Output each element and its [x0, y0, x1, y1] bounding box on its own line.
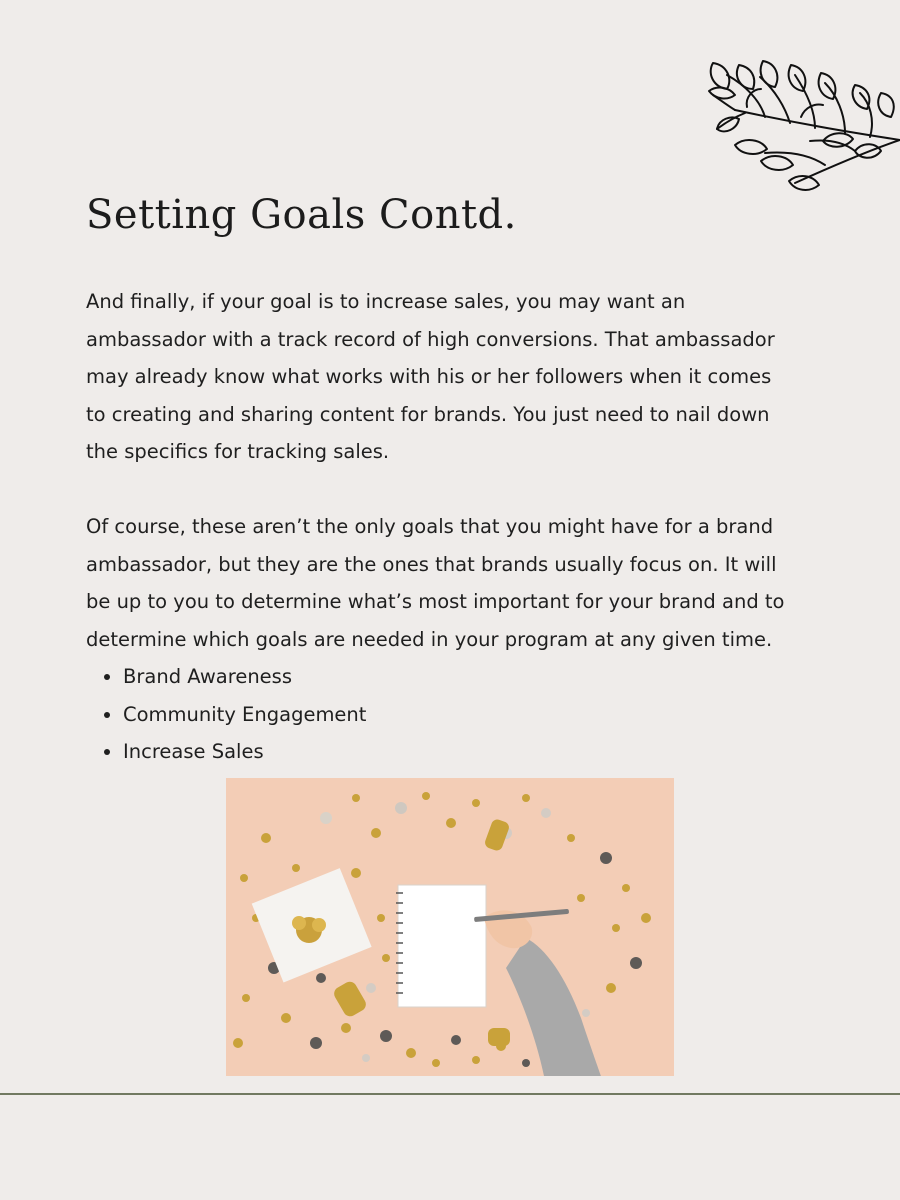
- goals-list: [86, 658, 786, 771]
- goal-item-increase-sales: • Increase Sales: [123, 733, 786, 771]
- body-content: [86, 283, 786, 771]
- paragraph-other-goals: Of course, these aren’t the only goals that you might have for a brand ambassador, but they are the ones that brands usually focus on. It will be up to you to determine what’s most important for your brand and to determine which goals are needed in your program at any given time.: [86, 515, 785, 651]
- leafy-branch-illustration: [705, 55, 900, 205]
- photo-illustration: [226, 778, 674, 1076]
- page-title: Setting Goals Contd.: [86, 192, 517, 238]
- notebook: [396, 885, 486, 1007]
- paragraph-sales-goal: And finally, if your goal is to increase sales, you may want an ambassador with a track record of high conversions. That ambassador may already know what works with his or her followers when it comes to creating and sharing content for brands. You just need to nail down the specifics for tracking sales.: [86, 290, 775, 463]
- goal-item-community-engagement: • Community Engagement: [123, 696, 786, 734]
- footer-divider: [0, 1093, 900, 1095]
- goal-item-brand-awareness: • Brand Awareness: [123, 658, 786, 696]
- confetti-notebook-photo: [226, 778, 674, 1076]
